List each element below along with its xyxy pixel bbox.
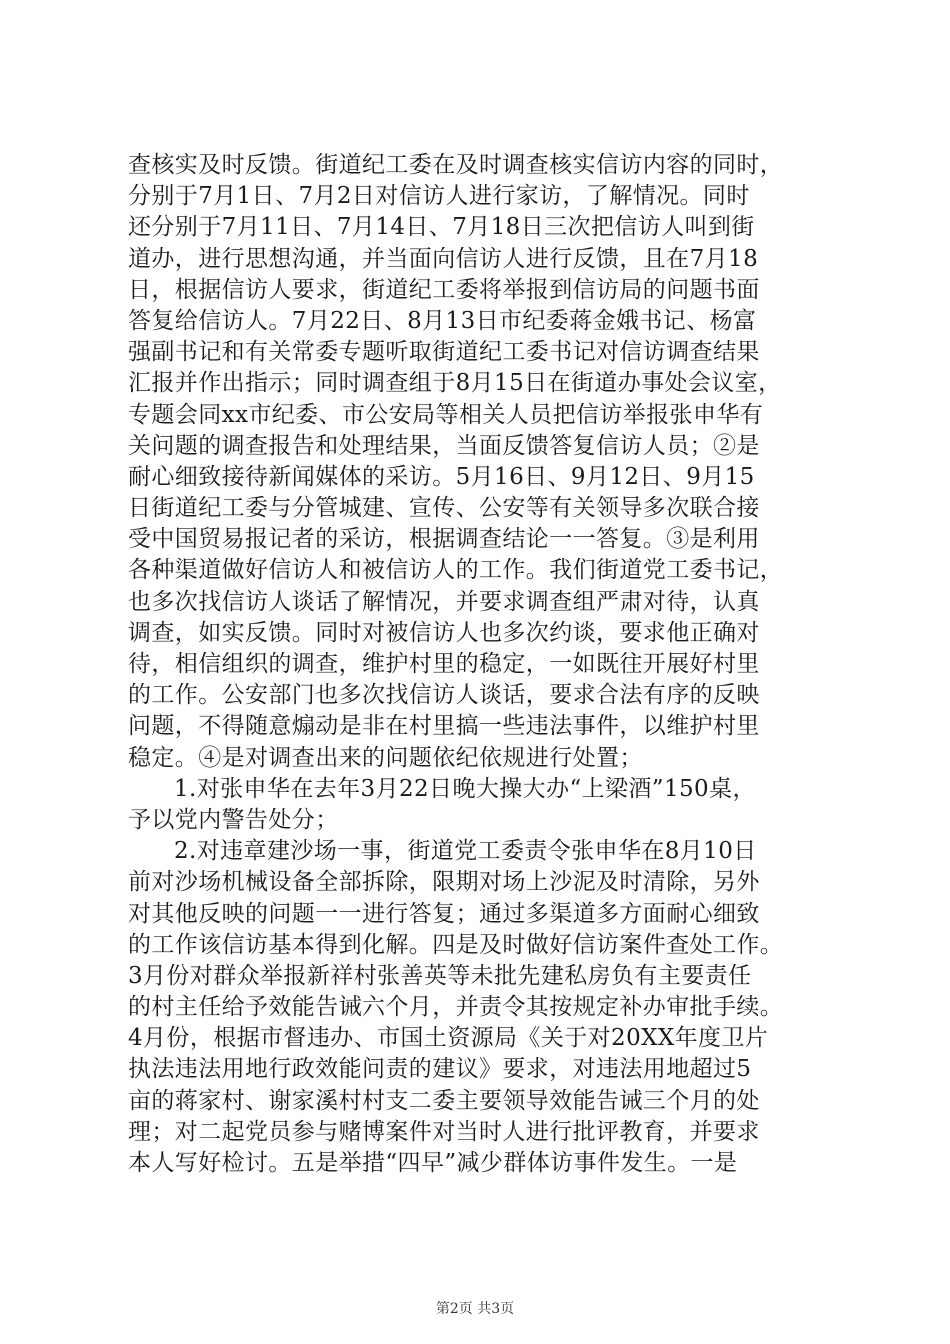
text-line: 日，根据信访人要求，街道纪工委将举报到信访局的问题书面 <box>128 276 760 303</box>
text-line: 查核实及时反馈。街道纪工委在及时调查核实信访内容的同时， <box>128 152 784 178</box>
text-line: 专题会同xx市纪委、市公安局等相关人员把信访举报张申华有 <box>128 401 764 428</box>
text-line: 关问题的调查报告和处理结果，当面反馈答复信访人员；②是 <box>128 432 760 459</box>
text-line: 执法违法用地行政效能问责的建议》要求，对违法用地超过5 <box>128 1056 752 1083</box>
text-line: 的工作该信访基本得到化解。四是及时做好信访案件查处工作。 <box>128 931 784 958</box>
text-line: 受中国贸易报记者的采访，根据调查结论一一答复。③是利用 <box>128 526 760 553</box>
text-line: 答复给信访人。7月22日、8月13日市纪委蒋金娥书记、杨富 <box>128 307 757 334</box>
text-line: 前对沙场机械设备全部拆除，限期对场上沙泥及时清除，另外 <box>128 869 760 896</box>
text-line: 理；对二起党员参与赌博案件对当时人进行批评教育，并要求 <box>128 1118 760 1145</box>
text-line: 汇报并作出指示；同时调查组于8月15日在街道办事处会议室， <box>128 370 782 397</box>
text-line: 3月份对群众举报新祥村张善英等未批先建私房负有主要责任 <box>128 962 752 989</box>
text-line: 日街道纪工委与分管城建、宣传、公安等有关领导多次联合接 <box>128 495 760 522</box>
text-line: 问题，不得随意煽动是非在村里搞一些违法事件，以维护村里 <box>128 713 760 740</box>
text-line: 予以党内警告处分； <box>128 806 339 833</box>
text-line: 分别于7月1日、7月2日对信访人进行家访，了解情况。同时 <box>128 183 750 210</box>
text-line: 还分别于7月11日、7月14日、7月18日三次把信访人叫到街 <box>128 214 755 241</box>
text-line: 道办，进行思想沟通，并当面向信访人进行反馈，且在7月18 <box>128 245 759 272</box>
text-line: 耐心细致接待新闻媒体的采访。5月16日、9月12日、9月15 <box>128 463 755 490</box>
text-line: 亩的蒋家村、谢家溪村村支二委主要领导效能告诫三个月的处 <box>128 1087 760 1114</box>
text-line: 强副书记和有关常委专题听取街道纪工委书记对信访调查结果 <box>128 339 760 366</box>
text-line: 的村主任给予效能告诫六个月，并责令其按规定补办审批手续。 <box>128 994 784 1021</box>
text-line: 本人写好检讨。五是举措“四早”减少群体访事件发生。一是 <box>128 1150 738 1176</box>
text-line: 4月份，根据市督违办、市国土资源局《关于对20XX年度卫片 <box>128 1025 769 1052</box>
text-line: 的工作。公安部门也多次找信访人谈话，要求合法有序的反映 <box>128 682 760 709</box>
body-text <box>128 150 828 1179</box>
text-line: 对其他反映的问题一一进行答复；通过多渠道多方面耐心细致 <box>128 900 760 927</box>
text-line: 待，相信组织的调查，维护村里的稳定，一如既往开展好村里 <box>128 651 760 677</box>
list-item-first-line: 1.对张申华在去年3月22日晚大操大办“上梁酒”150桌， <box>174 775 756 802</box>
text-line: 也多次找信访人谈话了解情况，并要求调查组严肃对待，认真 <box>128 588 760 615</box>
text-line: 稳定。④是对调查出来的问题依纪依规进行处置； <box>128 744 643 771</box>
text-line: 各种渠道做好信访人和被信访人的工作。我们街道党工委书记， <box>128 557 784 584</box>
text-line: 调查，如实反馈。同时对被信访人也多次约谈，要求他正确对 <box>128 619 760 646</box>
list-item-first-line: 2.对违章建沙场一事，街道党工委责令张申华在8月10日 <box>174 838 757 865</box>
page-number-footer: 第2页 共3页 <box>435 1301 515 1317</box>
